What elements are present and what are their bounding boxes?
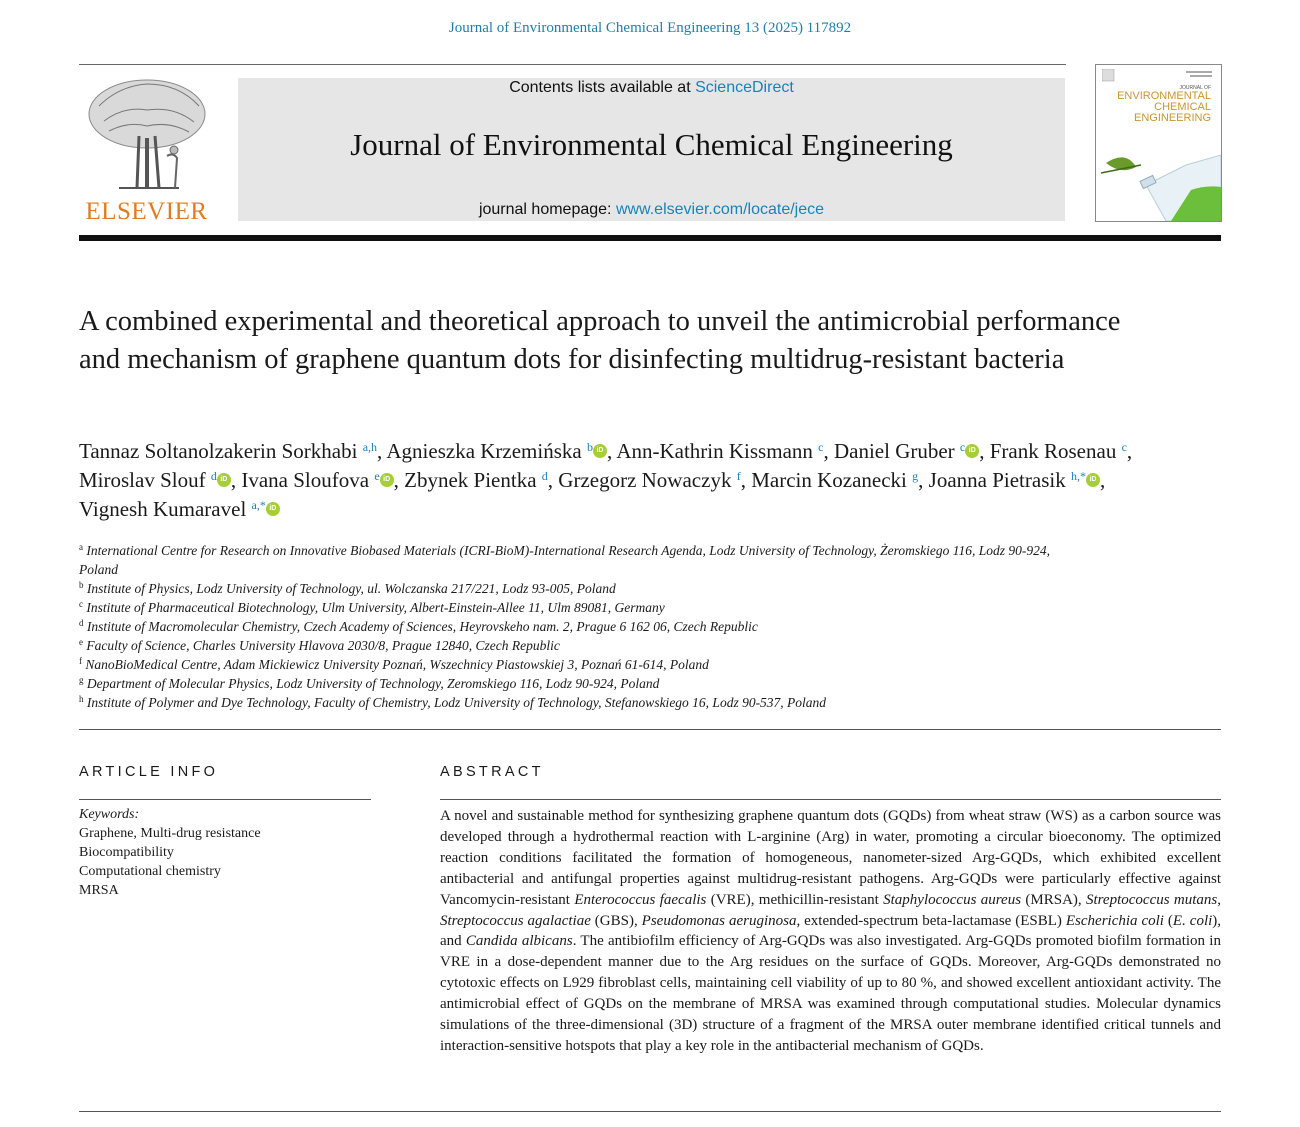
journal-title: Journal of Environmental Chemical Engineering bbox=[350, 127, 953, 162]
author-name[interactable]: Ann-Kathrin Kissmann bbox=[616, 439, 813, 463]
author-affiliation-marker[interactable]: b bbox=[586, 440, 593, 454]
orcid-icon[interactable]: iD bbox=[593, 444, 607, 458]
affiliation-item bbox=[79, 598, 1079, 617]
abstract-italic-term: Streptococcus agalactiae bbox=[440, 912, 591, 929]
elsevier-tree-icon bbox=[79, 76, 214, 198]
abstract-segment: (GBS), bbox=[590, 912, 642, 929]
abstract-segment: . The antibiofilm efficiency of Arg-GQDs was also investigated. Arg-GQDs promoted biofilm formation in VRE in a dose-dependent manner due to the Arg residues on the surface of GQDs. Moreover, Arg-GQDs demonstrated no cytotoxic effects on L929 fibroblast cells, maintaining cell viability of up to 80 %, and showed excellent antioxidant activity. The antimicrobial effect of GQDs on the membrane of MRSA was examined through computational studies. Molecular dynamics simulations of the three-dimensional (3D) structure of a fragment of the MRSA outer membrane identified critical tunnels and interaction-sensitive hotspots that play a key role in the antibacterial mechanism of GQDs. bbox=[440, 933, 1221, 1054]
author-name[interactable]: Ivana Sloufova bbox=[241, 468, 370, 492]
article-info-heading: ARTICLE INFO bbox=[79, 764, 219, 780]
author-list: Tannaz Soltanolzakerin Sorkhabi $^{a,h}$, Agnieszka Krzemińska $^b$ iD , Ann-Kathrin Kissmann $^c$, Daniel Gruber $^c$ iD , Frank Rosenau $^c$, Miroslav Slouf $^d$ iD , Ivana Sloufova $^e$ iD , Zbynek Pientka $^d$, Grzegorz Nowaczyk $^f$, Marcin Kozanecki $^g$, Joanna Pietrasik $^{h,*}$ iD , Vignesh Kumaravel $^{a,*}$ iD bbox=[79, 439, 1133, 521]
affiliation-text: Institute of Polymer and Dye Technology, Faculty of Chemistry, Lodz University of Technology, Stefanowskiego 16, Lodz 90-537, Poland bbox=[86, 695, 827, 710]
abstract-italic-term: Candida albicans bbox=[465, 933, 573, 950]
orcid-icon[interactable]: iD bbox=[1086, 473, 1100, 487]
cover-line-4: ENGINEERING bbox=[1133, 112, 1211, 124]
abstract-italic-term: Staphylococcus aureus bbox=[883, 891, 1022, 908]
author-name[interactable]: Grzegorz Nowaczyk bbox=[558, 468, 732, 492]
cover-title bbox=[1117, 85, 1211, 124]
affiliation-key: g bbox=[79, 675, 84, 685]
homepage-line bbox=[238, 201, 1065, 219]
author-name[interactable]: Tannaz Soltanolzakerin Sorkhabi bbox=[79, 439, 358, 463]
author-name[interactable]: Marcin Kozanecki bbox=[751, 468, 907, 492]
section-divider bbox=[79, 729, 1221, 730]
sciencedirect-link[interactable]: ScienceDirect bbox=[695, 79, 794, 96]
abstract-segment: A novel and sustainable method for synthesizing graphene quantum dots (GQDs) from wheat straw (WS) as a carbon source was developed through a hydrothermal reaction with L-arginine (Arg) in water, promoting a circular bioeconomy. The optimized reaction conditions facilitated the formation of homogeneous, nanometer-sized Arg-GQDs, which exhibited excellent antibacterial and antifungal properties against multidrug-resistant pathogens. Arg-GQDs were particularly effective against Vancomycin-resistant bbox=[440, 808, 1221, 908]
affiliation-text: Department of Molecular Physics, Lodz University of Technology, Zeromskiego 116, Lodz 90-924, Poland bbox=[86, 676, 660, 691]
cover-line-3: CHEMICAL bbox=[1154, 101, 1211, 113]
author-affiliation-marker[interactable]: d bbox=[541, 469, 548, 483]
affiliation-key: c bbox=[79, 599, 83, 609]
header-thick-rule bbox=[79, 235, 1221, 241]
contents-line bbox=[238, 78, 1065, 97]
author-affiliation-marker[interactable]: a,h bbox=[362, 440, 378, 454]
orcid-icon[interactable]: iD bbox=[266, 502, 280, 516]
affiliation-item bbox=[79, 693, 1079, 712]
publisher-name: ELSEVIER bbox=[85, 198, 208, 225]
abstract-segment: ( bbox=[1163, 912, 1173, 929]
cover-top-marks-icon bbox=[1102, 69, 1214, 83]
affiliation-text: Faculty of Science, Charles University Hlavova 2030/8, Prague 12840, Czech Republic bbox=[86, 638, 560, 653]
abstract-heading: ABSTRACT bbox=[440, 764, 544, 780]
abstract-segment: (VRE), methicillin-resistant bbox=[706, 891, 884, 908]
abstract-italic-term: Escherichia coli bbox=[1065, 912, 1164, 929]
author-name[interactable]: Vignesh Kumaravel bbox=[79, 497, 247, 521]
affiliation-text: International Centre for Research on Innovative Biobased Materials (ICRI-BioM)-International Research Agenda, Lodz University of Technology, Żeromskiego 116, Lodz 90-924, Poland bbox=[79, 543, 1050, 577]
abstract-italic-term: Streptococcus mutans bbox=[1085, 891, 1218, 908]
author-name[interactable]: Agnieszka Krzemińska bbox=[386, 439, 582, 463]
affiliation-key: f bbox=[79, 656, 82, 666]
abstract-segment: , bbox=[1217, 891, 1221, 908]
abstract-italic-term: Enterococcus faecalis bbox=[574, 891, 707, 908]
abstract-italic-term: Pseudomonas aeruginosa bbox=[641, 912, 797, 929]
cover-line-2: ENVIRONMENTAL bbox=[1117, 90, 1211, 102]
author-affiliation-marker[interactable]: c bbox=[959, 440, 966, 454]
affiliation-key: h bbox=[79, 694, 84, 704]
homepage-prefix: journal homepage: bbox=[478, 201, 616, 218]
affiliation-item bbox=[79, 636, 1079, 655]
author-affiliation-marker[interactable]: c bbox=[1121, 440, 1127, 454]
abstract-segment: , extended-spectrum beta-lactamase (ESBL) bbox=[796, 912, 1066, 929]
author-name[interactable]: Daniel Gruber bbox=[833, 439, 955, 463]
journal-cover-thumbnail[interactable] bbox=[1095, 64, 1222, 222]
affiliation-item bbox=[79, 617, 1079, 636]
elsevier-logo[interactable] bbox=[79, 76, 214, 226]
orcid-icon[interactable]: iD bbox=[380, 473, 394, 487]
cover-line-1: JOURNAL OF bbox=[1179, 85, 1211, 91]
affiliation-text: Institute of Macromolecular Chemistry, Czech Academy of Sciences, Heyrovskeho nam. 2, Prague 6 162 06, Czech Republic bbox=[86, 619, 758, 634]
cover-flask-leaf-icon bbox=[1096, 145, 1221, 221]
contents-prefix: Contents lists available at bbox=[509, 79, 696, 96]
author-affiliation-marker[interactable]: e bbox=[374, 469, 380, 483]
affiliation-key: d bbox=[79, 618, 84, 628]
affiliation-item bbox=[79, 579, 1079, 598]
author-name[interactable]: Zbynek Pientka bbox=[404, 468, 537, 492]
affiliation-item bbox=[79, 541, 1079, 579]
author-affiliation-marker[interactable]: g bbox=[912, 469, 919, 483]
author-affiliation-marker[interactable]: a,* bbox=[251, 498, 266, 512]
keyword-item: Graphene, Multi-drug resistance bbox=[79, 826, 261, 841]
bottom-rule bbox=[79, 1111, 1221, 1112]
keyword-item: Biocompatibility bbox=[79, 845, 174, 860]
affiliation-item bbox=[79, 655, 1079, 674]
article-title: A combined experimental and theoretical approach to unveil the antimicrobial performance and mechanism of graphene quantum dots for disinfecting multidrug-resistant bacteria bbox=[79, 306, 1121, 375]
header-top-rule bbox=[79, 64, 1066, 65]
author-name[interactable]: Miroslav Slouf bbox=[79, 468, 206, 492]
author-name[interactable]: Frank Rosenau bbox=[989, 439, 1117, 463]
abstract-italic-term: E. coli bbox=[1172, 912, 1213, 929]
keyword-item: Computational chemistry bbox=[79, 864, 221, 879]
affiliation-list bbox=[79, 541, 1079, 712]
journal-banner bbox=[238, 78, 1065, 221]
affiliation-text: Institute of Pharmaceutical Biotechnology, Ulm University, Albert-Einstein-Allee 11, Ulm 89081, Germany bbox=[86, 600, 665, 615]
orcid-icon[interactable]: iD bbox=[965, 444, 979, 458]
author-affiliation-marker[interactable]: h,* bbox=[1070, 469, 1086, 483]
author-name[interactable]: Joanna Pietrasik bbox=[928, 468, 1066, 492]
abstract-segment: ), and bbox=[440, 912, 1222, 950]
journal-reference[interactable]: Journal of Environmental Chemical Engineering 13 (2025) 117892 bbox=[448, 20, 852, 36]
keyword-item: MRSA bbox=[79, 883, 119, 898]
author-affiliation-marker[interactable]: d bbox=[210, 469, 217, 483]
author-affiliation-marker[interactable]: f bbox=[736, 469, 741, 483]
article-info-rule bbox=[79, 799, 371, 800]
affiliation-key: e bbox=[79, 637, 83, 647]
orcid-icon[interactable]: iD bbox=[217, 473, 231, 487]
journal-homepage-link[interactable]: www.elsevier.com/locate/jece bbox=[615, 201, 825, 218]
affiliation-item bbox=[79, 674, 1079, 693]
abstract-segment: (MRSA), bbox=[1021, 891, 1086, 908]
keywords-label: Keywords: bbox=[79, 807, 140, 822]
affiliation-key: a bbox=[79, 542, 83, 552]
affiliation-text: NanoBioMedical Centre, Adam Mickiewicz University Poznań, Wszechnicy Piastowskiej 3, Poznań 61-614, Poland bbox=[85, 657, 709, 672]
abstract-text bbox=[440, 806, 1221, 1057]
keywords-block bbox=[79, 805, 379, 900]
author-affiliation-marker[interactable]: c bbox=[818, 440, 824, 454]
abstract-rule bbox=[440, 799, 1221, 800]
affiliation-text: Institute of Physics, Lodz University of Technology, ul. Wolczanska 217/221, Lodz 93-005, Poland bbox=[86, 581, 616, 596]
affiliation-key: b bbox=[79, 580, 84, 590]
